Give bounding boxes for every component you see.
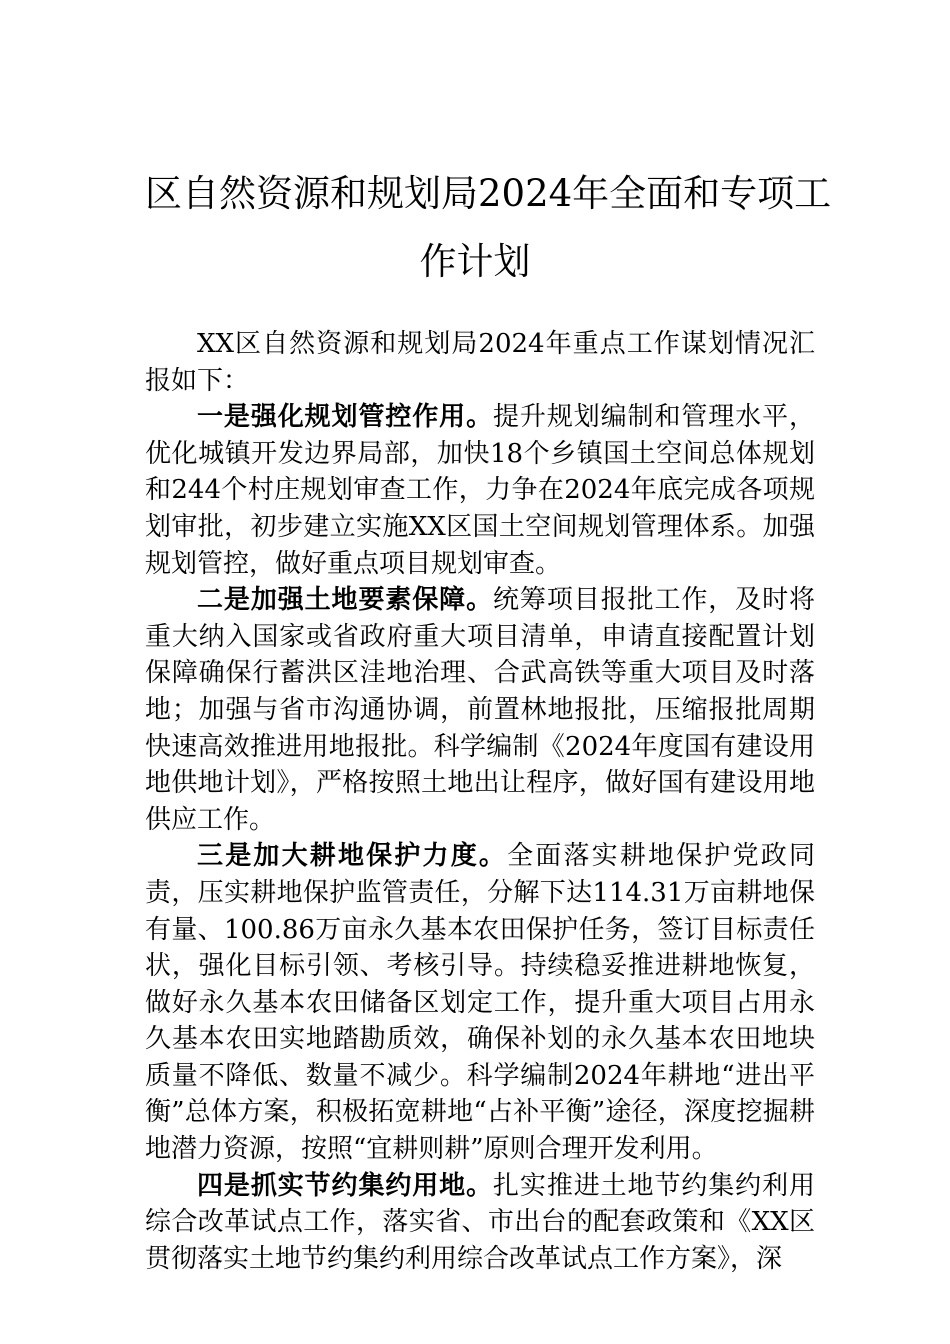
section-paragraph-3 <box>145 838 815 1167</box>
section-paragraph-2 <box>145 582 815 838</box>
intro-paragraph: XX区自然资源和规划局2024年重点工作谋划情况汇报如下： <box>145 329 815 396</box>
section-text-4: 扎实推进土地节约集约利用综合改革试点工作，落实省、市出台的配套政策和《XX区贯彻落实土地节约集约利用综合改革试点工作方案》，深 <box>145 1170 815 1274</box>
document-title <box>145 160 832 296</box>
section-heading-2: 二是加强土地要素保障。 <box>197 585 493 616</box>
document-body <box>145 326 815 1277</box>
title-line-1: 区自然资源和规划局2024年全面和专项工 <box>145 172 832 215</box>
section-text-3: 全面落实耕地保护党政同责，压实耕地保护监管责任，分解下达114.31万亩耕地保有量、100.86万亩永久基本农田保护任务，签订目标责任状，强化目标引领、考核引导。持续稳妥推进耕地恢复，做好永久基本农田储备区划定工作，提升重大项目占用永久基本农田实地踏勘质效，确保补划的永久基本农田地块质量不降低、数量不减少。科学编制2024年耕地“进出平衡”总体方案，积极拓宽耕地“占补平衡”途径，深度挖掘耕地潜力资源，按照“宜耕则耕”原则合理开发利用。 <box>145 841 815 1165</box>
title-line-2: 作计划 <box>419 240 531 283</box>
section-heading-3: 三是加大耕地保护力度。 <box>197 841 508 872</box>
section-paragraph-4 <box>145 1168 815 1278</box>
section-text-1: 提升规划编制和管理水平，优化城镇开发边界局部，加快18个乡镇国土空间总体规划和244个村庄规划审查工作，力争在2024年底完成各项规划审批，初步建立实施XX区国土空间规划管理体系。加强规划管控，做好重点项目规划审查。 <box>145 402 815 579</box>
section-paragraph-1 <box>145 399 815 582</box>
section-heading-4: 四是抓实节约集约用地。 <box>197 1170 493 1201</box>
section-text-2: 统筹项目报批工作，及时将重大纳入国家或省政府重大项目清单，申请直接配置计划保障确保行蓄洪区洼地治理、合武高铁等重大项目及时落地；加强与省市沟通协调，前置林地报批，压缩报批周期快速高效推进用地报批。科学编制《2024年度国有建设用地供地计划》，严格按照土地出让程序，做好国有建设用地供应工作。 <box>145 585 815 835</box>
section-heading-1: 一是强化规划管控作用。 <box>197 402 493 433</box>
